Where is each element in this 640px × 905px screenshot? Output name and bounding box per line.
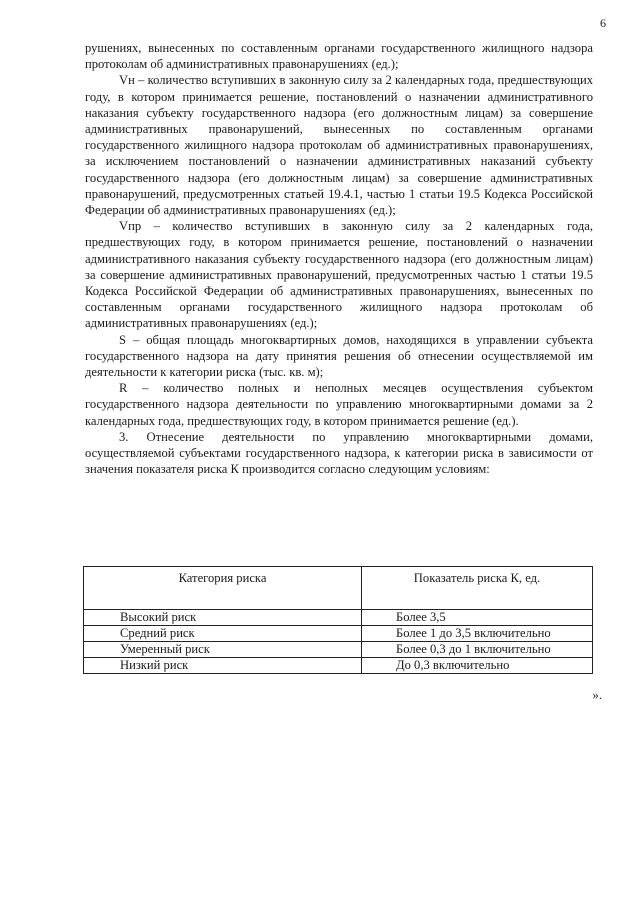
risk-category-medium: Средний риск bbox=[84, 626, 362, 642]
page-number: 6 bbox=[600, 16, 606, 30]
risk-value-moderate: Более 0,3 до 1 включительно bbox=[362, 642, 593, 658]
table-header-row bbox=[84, 567, 593, 610]
header-risk-indicator: Показатель риска К, ед. bbox=[362, 567, 593, 610]
table-row bbox=[84, 658, 593, 674]
table-row bbox=[84, 642, 593, 658]
paragraph-continuation: рушениях, вынесенных по составленным органами государственного жилищного надзора протоколам об административных правонарушениях (ед.); bbox=[85, 41, 593, 72]
risk-value-medium: Более 1 до 3,5 включительно bbox=[362, 626, 593, 642]
paragraph-clause-3: 3. Отнесение деятельности по управлению многоквартирными домами, осуществляемой субъектами государственного надзора, к категории риска в зависимости от значения показателя риска К производится согласно следующим условиям: bbox=[85, 429, 593, 477]
closing-quote-mark: ». bbox=[592, 688, 602, 702]
paragraph-vpr-definition: Vпр – количество вступивших в законную силу за 2 календарных года, предшествующих году, в котором принимается решение, постановлений о назначении административного наказания субъекту государственного надзора (его должностным лицам) за совершение административных правонарушений, предусмотренных частью 1 статьи 19.5 Кодекса Российской Федерации об административных правонарушениях, вынесенных по составленным органами государственного жилищного надзора протоколам об административных правонарушениях (ед.); bbox=[85, 219, 593, 331]
risk-value-high: Более 3,5 bbox=[362, 610, 593, 626]
risk-category-table bbox=[83, 566, 593, 674]
risk-category-high: Высокий риск bbox=[84, 610, 362, 626]
table-row bbox=[84, 610, 593, 626]
risk-category-moderate: Умеренный риск bbox=[84, 642, 362, 658]
risk-value-low: До 0,3 включительно bbox=[362, 658, 593, 674]
document-body bbox=[85, 40, 593, 477]
risk-category-low: Низкий риск bbox=[84, 658, 362, 674]
paragraph-s-definition: S – общая площадь многоквартирных домов, находящихся в управлении субъекта государственного надзора на дату принятия решения об отнесении осуществляемой им деятельности к категории риска (тыс. кв. м); bbox=[85, 332, 593, 380]
table-row bbox=[84, 626, 593, 642]
header-risk-category: Категория риска bbox=[84, 567, 362, 610]
paragraph-vn-definition: Vн – количество вступивших в законную силу за 2 календарных года, предшествующих году, в котором принимается решение, постановлений о назначении административного наказания субъекту государственного надзора (его должностным лицам) за совершение административных правонарушений, вынесенных по составленным органами государственного жилищного надзора протоколам об административных правонарушениях, за исключением постановлений о назначении административных наказаний субъекту государственного надзора (его должностным лицам) за совершение административных правонарушений, предусмотренных статьей 19.4.1, частью 1 статьи 19.5 Кодекса Российской Федерации об административных правонарушениях (ед.); bbox=[85, 73, 593, 218]
paragraph-r-definition: R – количество полных и неполных месяцев осуществления субъектом государственного надзора деятельности по управлению многоквартирными домами за 2 календарных года, предшествующих году, в котором принимается решение (ед.). bbox=[85, 381, 593, 428]
